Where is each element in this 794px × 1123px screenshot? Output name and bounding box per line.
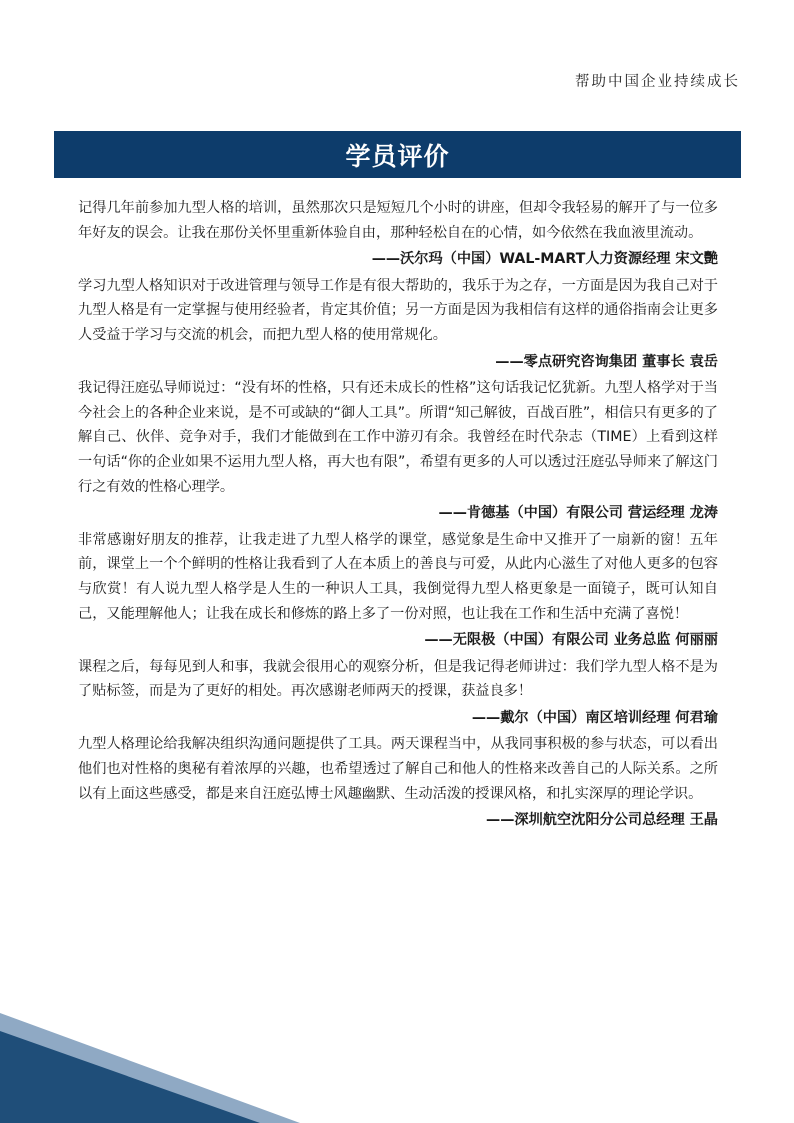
testimonial-text: 我记得汪庭弘导师说过：“没有坏的性格，只有还未成长的性格”这句话我记忆犹新。九型人格学对于当今社会上的各种企业来说，是不可或缺的“御人工具”。所谓“知己解彼，百战百胜”，相信只有更多的了解自己、伙伴、竞争对手，我们才能做到在工作中游刃有余。我曾经在时代杂志（TIME）上看到这样一句话“你的企业如果不运用九型人格，再大也有限”，希望有更多的人可以透过汪庭弘导师来了解这门行之有效的性格心理学。	[78, 380, 718, 495]
corner-decoration	[0, 1013, 300, 1123]
section-banner	[54, 131, 741, 178]
testimonials-section	[78, 196, 718, 835]
testimonial-text: 学习九型人格知识对于改进管理与领导工作是有很大帮助的，我乐于为之存，一方面是因为我自己对于九型人格是有一定掌握与使用经验者，肯定其价值；另一方面是因为我相信有这样的通俗指南会让更多人受益于学习与交流的机会，而把九型人格的使用常规化。	[78, 277, 718, 343]
testimonial-signature: ——零点研究咨询集团 董事长 袁岳	[495, 353, 718, 370]
testimonial-signature: ——无限极（中国）有限公司 业务总监 何丽丽	[424, 632, 718, 649]
testimonial-text: 非常感谢好朋友的推荐，让我走进了九型人格学的课堂，感觉象是生命中又推开了一扇新的窗！五年前，课堂上一个个鲜明的性格让我看到了人在本质上的善良与可爱，从此内心滋生了对他人更多的包容与欣赏！有人说九型人格学是人生的一种识人工具，我倒觉得九型人格更象是一面镜子，既可认知自己，又能理解他人；让我在成长和修炼的路上多了一份对照，也让我在工作和生活中充满了喜悦！	[78, 531, 718, 622]
testimonial-text: 九型人格理论给我解决组织沟通问题提供了工具。两天课程当中，从我同事积极的参与状态，可以看出他们也对性格的奥秘有着浓厚的兴趣，也希望透过了解自己和他人的性格来改善自己的人际关系。之所以有上面这些感受，都是来自汪庭弘博士风趣幽默、生动活泼的授课风格，和扎实深厚的理论学识。	[78, 736, 718, 802]
header-tagline: 帮助中国企业持续成长	[575, 74, 740, 90]
testimonial-signature: ——沃尔玛（中国）WAL-MART人力资源经理 宋文艷	[371, 251, 718, 268]
testimonial-text: 记得几年前参加九型人格的培训，虽然那次只是短短几个小时的讲座，但却令我轻易的解开了与一位多年好友的误会。让我在那份关怀里重新体验自由，那种轻松自在的心情，如今依然在我血液里流动。	[78, 200, 718, 241]
testimonial-signature: ——深圳航空沈阳分公司总经理 王晶	[486, 812, 718, 829]
testimonial-signature: ——肯德基（中国）有限公司 营运经理 龙涛	[438, 505, 718, 522]
banner-title: 学员评价	[345, 141, 450, 171]
testimonial-text: 课程之后，每每见到人和事，我就会很用心的观察分析，但是我记得老师讲过：我们学九型人格不是为了贴标签，而是为了更好的相处。再次感谢老师两天的授课，获益良多！	[78, 658, 718, 700]
testimonial-signature: ——戴尔（中国）南区培训经理 何君瑜	[471, 709, 718, 726]
